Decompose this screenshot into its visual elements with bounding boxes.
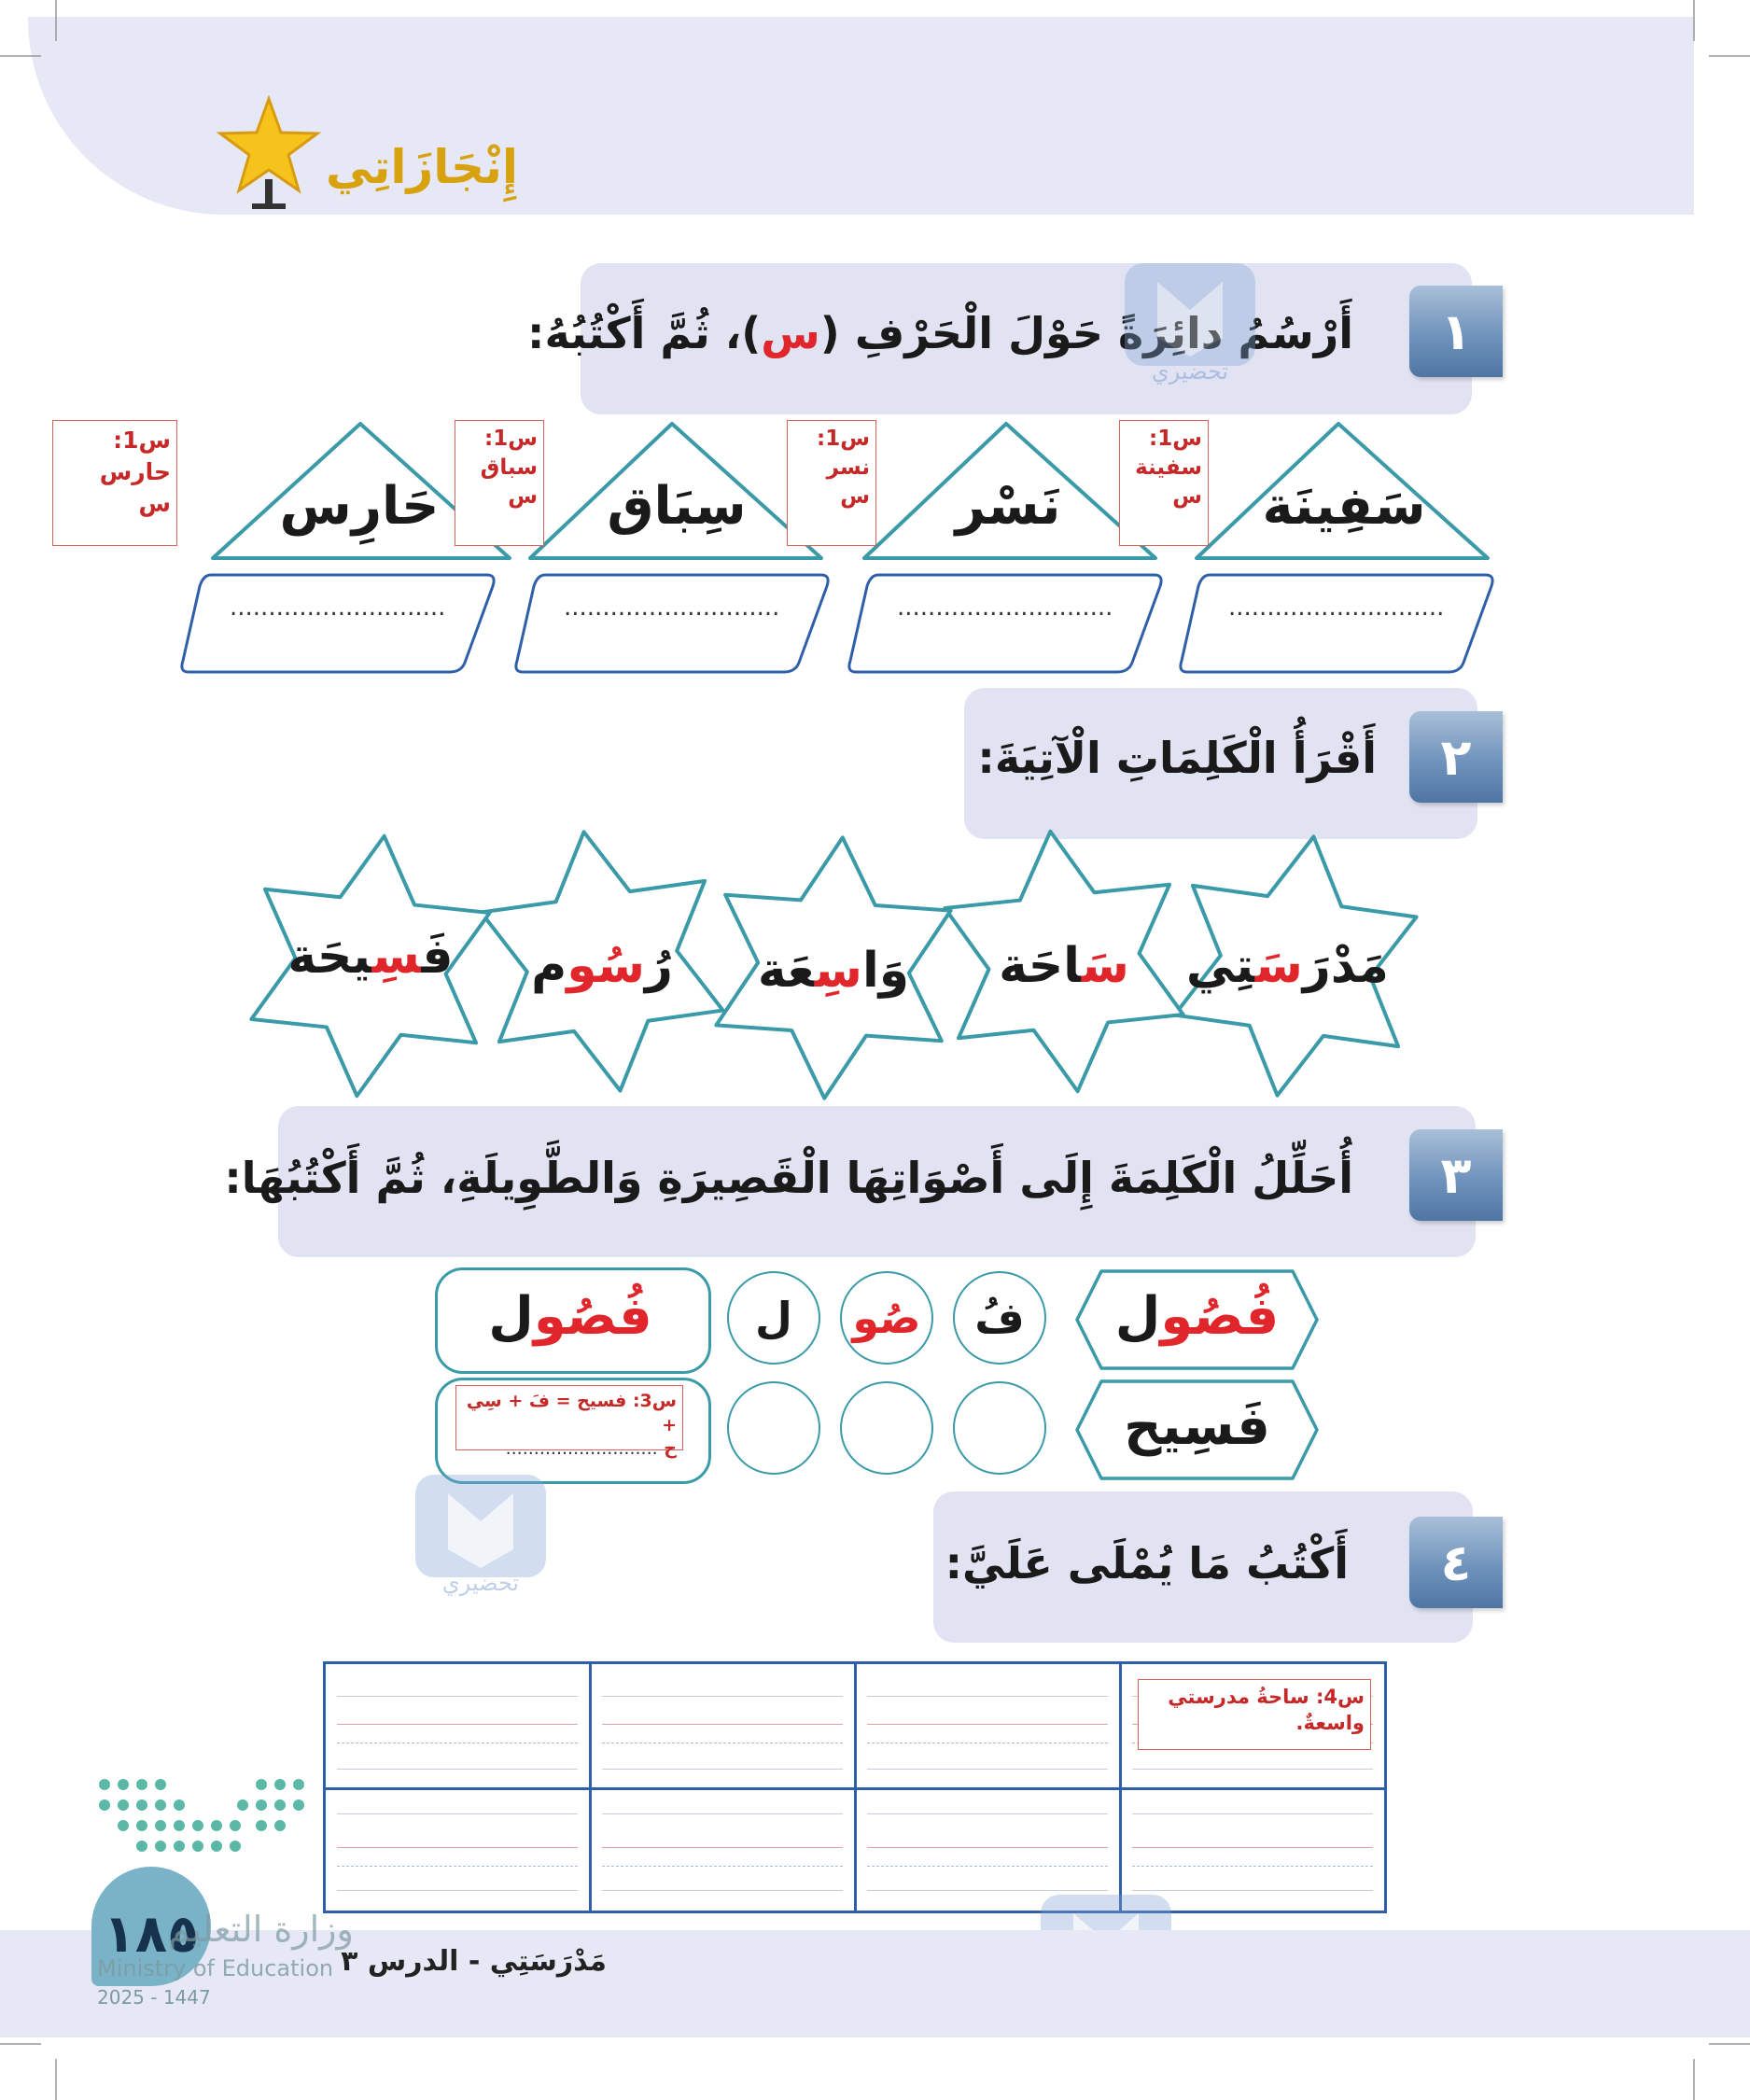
star-trophy-icon	[213, 93, 325, 215]
q3-part-circle-3: ل	[727, 1271, 820, 1365]
q3-empty-circle-1[interactable]	[953, 1381, 1046, 1475]
note-q1-3: س1: سباق س	[455, 420, 544, 546]
watermark-logo-1: تحضيري	[1106, 245, 1274, 394]
lesson-label: مَدْرَسَتِي - الدرس ٣	[341, 1945, 607, 1978]
q2-word-2: سَاحَة	[999, 938, 1129, 994]
q1-word-2: نَسْر	[955, 476, 1061, 537]
q3-empty-circle-2[interactable]	[840, 1381, 933, 1475]
q1-word-3: سِبَاق	[607, 476, 747, 537]
q2-word-4: رُسُوم	[531, 938, 673, 994]
grid-divider-v3	[1119, 1664, 1122, 1911]
q3-empty-circle-3[interactable]	[727, 1381, 820, 1475]
grid-divider-v1	[589, 1664, 592, 1911]
dictation-cell-4[interactable]	[326, 1664, 589, 1787]
ministry-name-ar: وزارة التعليم	[168, 1909, 354, 1950]
answer-box-4[interactable]	[179, 571, 497, 676]
dictation-cell-2[interactable]	[856, 1664, 1119, 1787]
question-2-prompt: أَقْرَأُ الْكَلِمَاتِ الْآتِيَةَ:	[977, 733, 1377, 783]
question-1-number: ١	[1409, 286, 1503, 377]
answer-line-3: ............................	[564, 594, 780, 622]
q1-word-1: سَفِينَة	[1262, 476, 1426, 537]
dictation-grid	[323, 1661, 1387, 1913]
question-4-prompt: أَكْتُبُ مَا يُمْلَى عَلَيَّ:	[945, 1538, 1349, 1589]
question-3-number: ٣	[1409, 1129, 1503, 1221]
page-number: ١٨٥	[103, 1904, 200, 1965]
answer-line-1: ............................	[1228, 594, 1445, 622]
q3-part-circle-2: صُو	[840, 1271, 933, 1365]
question-4-number: ٤	[1409, 1517, 1503, 1608]
watermark-logo-2: تحضيري	[401, 1465, 560, 1605]
q3-word-2: فَسِيح	[1124, 1396, 1270, 1457]
answer-line-4: ............................	[230, 594, 446, 622]
question-3-prompt: أُحَلِّلُ الْكَلِمَةَ إِلَى أَصْوَاتِهَا الْقَصِيرَةِ وَالطَّوِيلَةِ، ثُمَّ أَكْتُبُهَا:	[224, 1153, 1353, 1203]
question-2-number: ٢	[1409, 711, 1503, 803]
dictation-cell-7[interactable]	[591, 1789, 854, 1911]
question-1-prompt: أَرْسُمُ دائِرَةً حَوْلَ الْحَرْفِ (س)، ثُمَّ أَكْتُبُهُ:	[527, 308, 1353, 358]
q3-result-word-1: فُصُول	[488, 1286, 652, 1347]
q3-word-1: فُصُول	[1114, 1286, 1280, 1347]
ministry-name-en: Ministry of Education	[97, 1955, 334, 1981]
q2-word-5: فَسِيحَة	[287, 929, 454, 985]
answer-box-2[interactable]	[847, 571, 1164, 676]
ministry-logo-icon	[93, 1773, 317, 1862]
q3-part-circle-1: فُ	[953, 1271, 1046, 1365]
grid-divider-v2	[854, 1664, 857, 1911]
page-title: إِنْجَازَاتِي	[325, 140, 518, 194]
dictation-cell-3[interactable]	[591, 1664, 854, 1787]
note-q4: س4: ساحةُ مدرستي واسعةٌ.	[1138, 1679, 1371, 1750]
answer-box-3[interactable]	[513, 571, 831, 676]
note-q1-1: س1: سفينة س	[1119, 420, 1209, 546]
edition-year: 2025 - 1447	[97, 1986, 211, 2009]
dictation-cell-8[interactable]	[326, 1789, 589, 1911]
q2-word-3: وَاسِعَة	[757, 943, 910, 999]
q2-word-1: مَدْرَسَتِي	[1185, 938, 1389, 994]
note-q1-4: س1: حارس س	[52, 420, 177, 546]
answer-box-1[interactable]	[1178, 571, 1495, 676]
q1-word-4: حَارِس	[279, 476, 440, 537]
note-q1-2: س1: نسر س	[787, 420, 876, 546]
answer-line-2: ............................	[897, 594, 1113, 622]
note-q3: س3: فسيح = فَ + سِي + ح ...........................	[455, 1385, 683, 1450]
